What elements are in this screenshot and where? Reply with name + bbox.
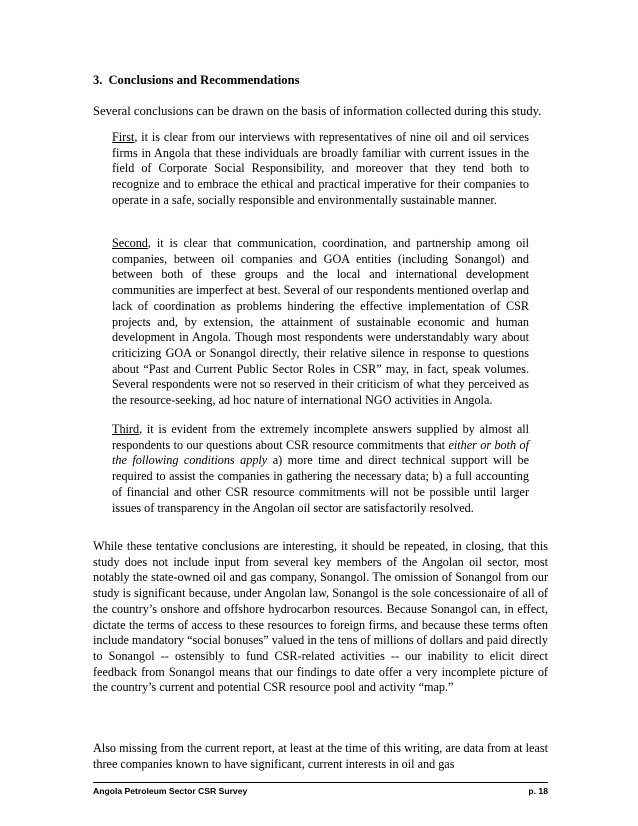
body-paragraph: Also missing from the current report, at least at the time of this writing, are data from at least three companies known to have significant, current interests in oil and gas [93, 741, 548, 771]
section-heading [93, 72, 300, 88]
section-number: 3. [93, 73, 103, 87]
conclusion-third [112, 422, 529, 516]
conclusion-text: , it is clear from our interviews with representatives of nine oil and oil services firms in Angola that these individuals are broadly familiar with current issues in the field of Corporate Social Responsibility, and moreover that they tend both to recognize and to embrace the ethical and practical imperative for their companies to operate in a safe, socially responsible and environmentally sustainable manner. [112, 130, 529, 207]
conclusion-lead: Third [112, 422, 140, 436]
conclusion-text: , it is clear that communication, coordination, and partnership among oil companies, between oil companies and GOA entities (including Sonangol) and between both of these groups and the local and international development communities are imperfect at best. Several of our respondents mentioned overlap and lack of coordination as problems hindering the effective implementation of CSR projects and, by extension, the attainment of sustainable economic and human development in Angola. Though most respondents were understandably wary about criticizing GOA or Sonangol directly, their relative silence in response to questions about “Past and Current Public Sector Roles in CSR” may, in fact, speak volumes. Several respondents were not so reserved in their criticism of what they perceived as the resource-seeking, ad hoc nature of international NGO activities in Angola. [112, 236, 529, 408]
page-number: p. 18 [528, 786, 548, 796]
section-title: Conclusions and Recommendations [108, 73, 300, 87]
footer-title: Angola Petroleum Sector CSR Survey [93, 786, 248, 796]
conclusion-lead: First [112, 130, 135, 144]
conclusion-first [112, 130, 529, 209]
body-paragraph: While these tentative conclusions are interesting, it should be repeated, in closing, that this study does not include input from several key members of the Angolan oil sector, most notably the state-owned oil and gas company, Sonangol. The omission of Sonangol from our study is significant because, under Angolan law, Sonangol is the sole concessionaire of all of the country’s onshore and offshore hydrocarbon resources. Because Sonangol can, in effect, dictate the terms of access to these resources to foreign firms, and because these terms often include mandatory “social bonuses” valued in the tens of millions of dollars and paid directly to Sonangol -- ostensibly to fund CSR-related activities -- our inability to elicit direct feedback from Sonangol means that our findings to date offer a very incomplete picture of the country’s current and potential CSR resource pool and activity “map.” [93, 539, 548, 695]
conclusion-second [112, 236, 529, 409]
footer-divider [93, 782, 548, 783]
conclusion-text: a) more time and direct technical support will be required to assist the companies in gathering the necessary data; b) a full accounting of financial and other CSR resource commitments will not be possible until larger issues of transparency in the Angolan oil sector are satisfactorily resolved. [112, 453, 529, 515]
conclusion-text: , it is evident from the extremely incomplete answers supplied by almost all respondents to our questions about CSR resource commitments that [112, 422, 529, 452]
conclusion-lead: Second [112, 236, 148, 250]
intro-paragraph: Several conclusions can be drawn on the basis of information collected during this study. [93, 104, 542, 118]
conclusion-emphasis: either or both of the following conditions apply [112, 437, 529, 468]
